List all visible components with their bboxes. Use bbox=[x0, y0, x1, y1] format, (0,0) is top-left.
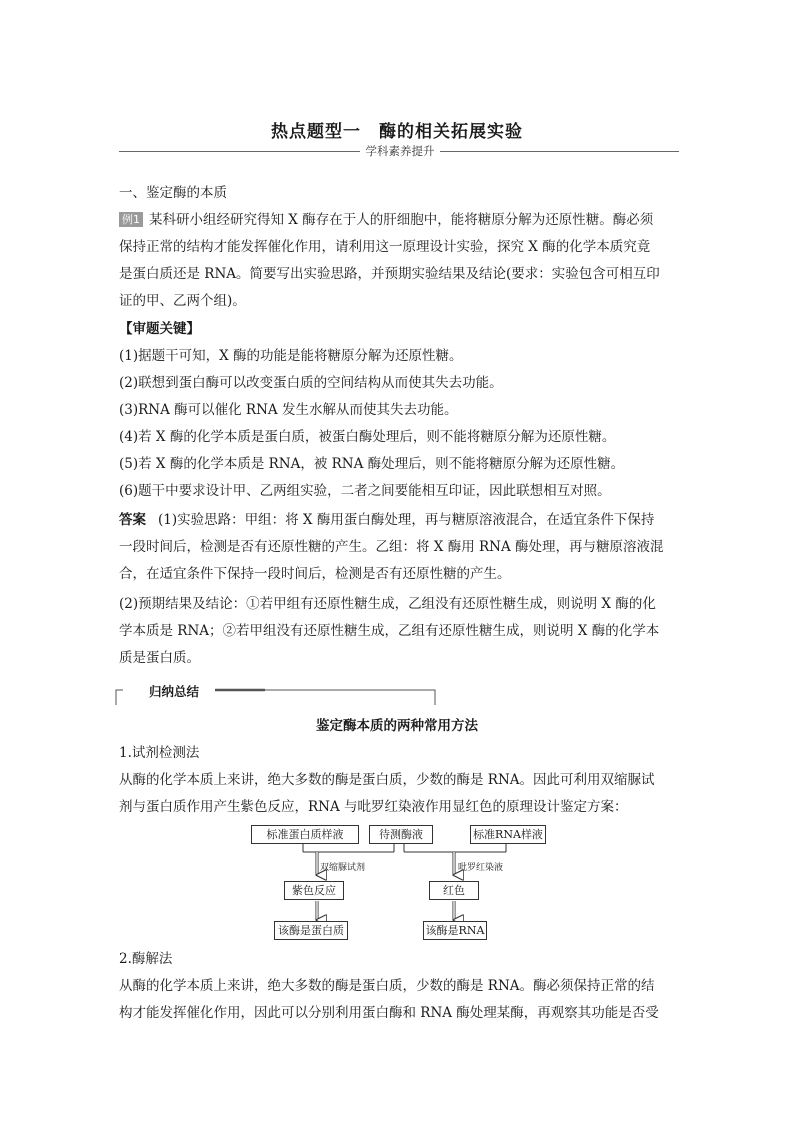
example-line-2: 保持正常的结构才能发挥催化作用，请利用这一原理设计实验，探究 X 酶的化学本质究竟 bbox=[119, 239, 651, 255]
flow-conclusion-left: 该酶是蛋白质 bbox=[274, 921, 348, 940]
example-line-1: 例1 某科研小组经研究得知 X 酶存在于人的肝细胞中，能将糖原分解为还原性糖。酶必须 bbox=[119, 207, 653, 234]
key-label: 【审题关键】 bbox=[119, 321, 200, 337]
page-subtitle: 学科素养提升 bbox=[360, 143, 440, 159]
method2-line-2: 构才能发挥催化作用，因此可以分别利用蛋白酶和 RNA 酶处理某酶，再观察其功能是否受 bbox=[119, 1005, 659, 1021]
key-point-4: (4)若 X 酶的化学本质是蛋白质，被蛋白酶处理后，则不能将糖原分解为还原性糖。 bbox=[119, 429, 616, 445]
summary-heading: 鉴定酶本质的两种常用方法 bbox=[316, 718, 478, 734]
answer-line-2: 一段时间后，检测是否有还原性糖的产生。乙组：将 X 酶用 RNA 酶处理，再与糖原溶液混 bbox=[119, 539, 664, 555]
answer-line-6: 质是蛋白质。 bbox=[119, 650, 200, 666]
summary-label: 归纳总结 bbox=[145, 682, 203, 700]
key-point-2: (2)联想到蛋白酶可以改变蛋白质的空间结构从而使其失去功能。 bbox=[119, 375, 503, 391]
flow-box-enzyme: 待测酶液 bbox=[369, 825, 433, 844]
key-point-6: (6)题干中要求设计甲、乙两组实验，二者之间要能相互印证，因此联想相互对照。 bbox=[119, 483, 611, 499]
answer-line-3: 合，在适宜条件下保持一段时间后，检测是否有还原性糖的产生。 bbox=[119, 566, 511, 582]
answer-line-1: 答案 (1)实验思路：甲组：将 X 酶用蛋白酶处理，再与糖原溶液混合，在适宜条件下保持 bbox=[119, 512, 655, 528]
example-tag: 例1 bbox=[119, 212, 143, 227]
method1-line-2: 剂与蛋白质作用产生紫色反应，RNA 与吡罗红染液作用显红色的原理设计鉴定方案： bbox=[119, 799, 628, 815]
flow-reagent-left: 双缩脲试剂 bbox=[320, 863, 366, 873]
section-heading: 一、鉴定酶的本质 bbox=[119, 185, 227, 201]
flow-box-rna-sample: 标准RNA样液 bbox=[470, 825, 546, 844]
flow-reagent-right: 吡罗红染液 bbox=[458, 863, 504, 873]
flow-result-left: 紫色反应 bbox=[284, 881, 344, 900]
answer-line-5: 学本质是 RNA；②若甲组没有还原性糖生成，乙组有还原性糖生成，则说明 X 酶的化学本 bbox=[119, 623, 660, 639]
flow-box-protein-sample: 标准蛋白质样液 bbox=[251, 825, 359, 844]
key-point-1: (1)据题干可知，X 酶的功能是能将糖原分解为还原性糖。 bbox=[119, 348, 463, 364]
answer-label: 答案 bbox=[119, 512, 146, 528]
method1-line-1: 从酶的化学本质上来讲，绝大多数的酶是蛋白质，少数的酶是 RNA。因此可利用双缩脲试 bbox=[119, 772, 655, 788]
flow-conclusion-right: 该酶是RNA bbox=[423, 921, 487, 940]
key-point-3: (3)RNA 酶可以催化 RNA 发生水解从而使其失去功能。 bbox=[119, 402, 458, 418]
method2-line-1: 从酶的化学本质上来讲，绝大多数的酶是蛋白质，少数的酶是 RNA。酶必须保持正常的结 bbox=[119, 978, 655, 994]
example-line-4: 证的甲、乙两个组)。 bbox=[119, 293, 246, 309]
flow-result-right: 红色 bbox=[429, 881, 479, 900]
answer-line-4: (2)预期结果及结论：①若甲组有还原性糖生成，乙组没有还原性糖生成，则说明 X 酶的化 bbox=[119, 596, 656, 612]
example-line-3: 是蛋白质还是 RNA。简要写出实验思路，并预期实验结果及结论(要求：实验包含可相互印 bbox=[119, 266, 660, 282]
key-point-5: (5)若 X 酶的化学本质是 RNA，被 RNA 酶处理后，则不能将糖原分解为还原性糖。 bbox=[119, 456, 625, 472]
page-title: 热点题型一 酶的相关拓展实验 bbox=[271, 122, 523, 142]
method1-title: 1.试剂检测法 bbox=[119, 745, 200, 761]
method2-title: 2.酶解法 bbox=[119, 951, 173, 967]
